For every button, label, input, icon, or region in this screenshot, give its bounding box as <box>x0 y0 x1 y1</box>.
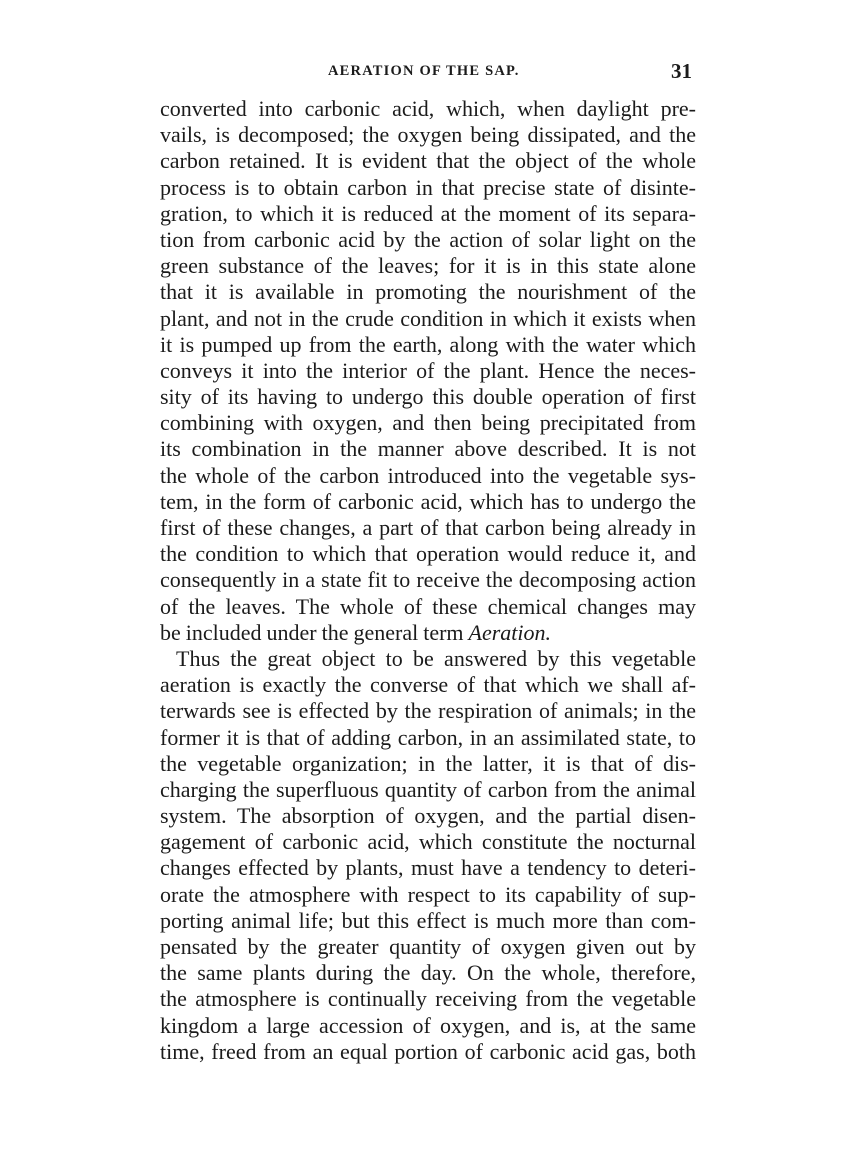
text-line: kingdom a large accession of oxygen, and is, at the same <box>160 1012 696 1038</box>
italic-term: Aeration. <box>468 619 552 645</box>
text-line: sity of its having to undergo this double operation of first <box>160 384 696 410</box>
text-line: consequently in a state fit to receive the decomposing action <box>160 567 696 593</box>
text-line: system. The absorption of oxygen, and the partial disen- <box>160 803 696 829</box>
running-title: AERATION OF THE SAP. <box>328 63 520 79</box>
text-line: the atmosphere is continually receiving from the vegetable <box>160 986 696 1012</box>
running-header <box>160 60 696 88</box>
text-line: former it is that of adding carbon, in an assimilated state, to <box>160 724 696 750</box>
text-line: orate the atmosphere with respect to its capability of sup- <box>160 881 696 907</box>
text-line: pensated by the greater quantity of oxygen given out by <box>160 934 696 959</box>
text-line: plant, and not in the crude condition in which it exists when <box>160 305 696 331</box>
text-line: gration, to which it is reduced at the moment of its separa- <box>160 200 696 226</box>
text-line: that it is available in promoting the nourishment of the <box>160 279 696 305</box>
text-line-paragraph-start: Thus the great object to be answered by this vegetable <box>176 645 696 671</box>
text-line: the condition to which that operation would reduce it, and <box>160 541 696 567</box>
text-line: gagement of carbonic acid, which constitute the nocturnal <box>160 829 696 855</box>
text-line: of the leaves. The whole of these chemical changes may <box>160 593 696 619</box>
text-line: first of these changes, a part of that carbon being already in <box>160 515 696 540</box>
text-line: converted into carbonic acid, which, when daylight pre- <box>160 96 696 121</box>
text-line: carbon retained. It is evident that the object of the whole <box>160 148 696 174</box>
text-line: tem, in the form of carbonic acid, which has to undergo the <box>160 488 696 514</box>
text-line: it is pumped up from the earth, along with the water which <box>160 331 696 357</box>
text-line: porting animal life; but this effect is much more than com- <box>160 907 696 933</box>
text-line: process is to obtain carbon in that precise state of disinte- <box>160 174 696 200</box>
text-line: charging the superfluous quantity of carbon from the animal <box>160 776 696 802</box>
text-line: the whole of the carbon introduced into the vegetable sys- <box>160 462 696 488</box>
text-line-paragraph-end: be included under the general term Aeration. <box>160 619 552 645</box>
text-line: its combination in the manner above described. It is not <box>160 436 696 462</box>
text-line: the vegetable organization; in the latter, it is that of dis- <box>160 750 696 776</box>
page-number: 31 <box>671 59 692 83</box>
text-line: conveys it into the interior of the plant. Hence the neces- <box>160 357 696 383</box>
text-line: changes effected by plants, must have a tendency to deteri- <box>160 855 696 881</box>
text-line: aeration is exactly the converse of that which we shall af- <box>160 672 696 698</box>
text-line: green substance of the leaves; for it is in this state alone <box>160 253 696 279</box>
text-line: combining with oxygen, and then being precipitated from <box>160 410 696 436</box>
text-line: the same plants during the day. On the whole, therefore, <box>160 960 696 986</box>
text-line: tion from carbonic acid by the action of solar light on the <box>160 226 696 252</box>
body-text <box>160 96 696 1065</box>
text-line: vails, is decomposed; the oxygen being dissipated, and the <box>160 122 696 148</box>
text-line: time, freed from an equal portion of carbonic acid gas, both <box>160 1038 696 1064</box>
text-line: terwards see is effected by the respiration of animals; in the <box>160 698 696 724</box>
